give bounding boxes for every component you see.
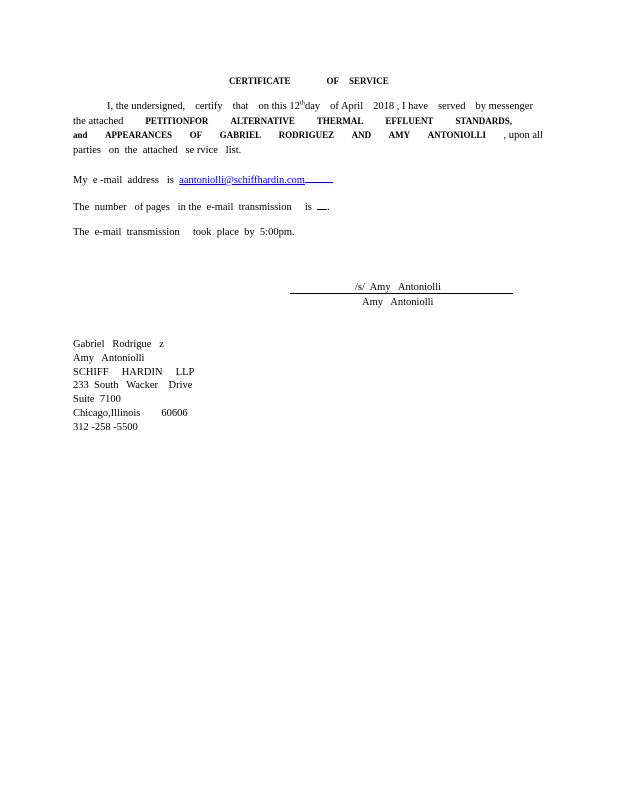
appearance-title-run: and <box>73 130 88 140</box>
address-line: Chicago,Illinois 60606 <box>73 407 188 419</box>
appearance-title-run: OF <box>189 130 203 140</box>
email-link[interactable]: aantoniolli@schiffhardin.com <box>179 175 305 186</box>
paragraph-line-1 <box>107 101 533 112</box>
appearance-title-run: AMY <box>388 130 411 140</box>
address-block <box>73 338 194 435</box>
text-run: by messenger <box>475 101 533 112</box>
text-run: certify <box>195 101 223 112</box>
text-run: , upon all <box>503 130 543 141</box>
paragraph-line-4: parties on the attached se rvice list. <box>73 145 242 156</box>
address-line: Amy Antoniolli <box>73 352 145 364</box>
appearance-title-run: RODRIGUEZ <box>278 130 335 140</box>
appearance-title-run: ANTONIOLLI <box>427 130 487 140</box>
transmission-line: The e-mail transmission took place by 5:00pm. <box>73 227 295 238</box>
petition-title-run: PETITIONFOR <box>145 116 209 126</box>
email-line <box>73 172 333 186</box>
appearance-title-run: APPEARANCES <box>105 130 173 140</box>
pages-blank <box>317 200 327 210</box>
signature-rule <box>290 293 513 294</box>
address-line: 312 -258 -5500 <box>73 421 138 433</box>
pages-line <box>73 200 330 213</box>
email-underline <box>305 172 333 183</box>
text-run: I, the undersigned, <box>107 101 186 112</box>
signer-name: Amy Antoniolli <box>362 297 434 308</box>
day-number: 12 <box>289 101 300 112</box>
text-run: day <box>304 101 321 112</box>
title-word: OF <box>326 76 340 86</box>
email-label: My e -mail address is <box>73 175 174 186</box>
petition-title-run: ALTERNATIVE <box>230 116 295 126</box>
paragraph-line-2 <box>73 116 512 127</box>
text-run: the attached <box>73 116 124 127</box>
petition-title-run: STANDARDS, <box>455 116 512 126</box>
pages-label: The number of pages in the e-mail transmission is <box>73 202 312 213</box>
text-run: on this <box>258 101 287 112</box>
appearance-title-run: GABRIEL <box>219 130 262 140</box>
address-line: 233 South Wacker Drive <box>73 380 193 392</box>
certificate-title <box>229 76 389 86</box>
title-word: SERVICE <box>349 76 389 86</box>
address-line: Gabriel Rodrigue z <box>73 339 164 350</box>
text-run: of April <box>330 101 364 112</box>
address-line: SCHIFF HARDIN LLP <box>73 366 195 378</box>
text-run: that <box>232 101 249 112</box>
text-run: served <box>438 101 466 112</box>
address-line: Suite 7100 <box>73 394 121 406</box>
appearance-title-run: AND <box>351 130 372 140</box>
paragraph-line-3 <box>73 130 543 141</box>
signature: /s/ Amy Antoniolli <box>355 282 442 293</box>
day-suffix: th <box>299 99 305 107</box>
petition-title-run: THERMAL <box>316 116 364 126</box>
pages-period: . <box>327 202 330 213</box>
petition-title-run: EFFLUENT <box>385 116 434 126</box>
text-run: 2018 , I have <box>373 101 428 112</box>
date-run <box>258 101 320 112</box>
title-word: CERTIFICATE <box>229 76 291 86</box>
